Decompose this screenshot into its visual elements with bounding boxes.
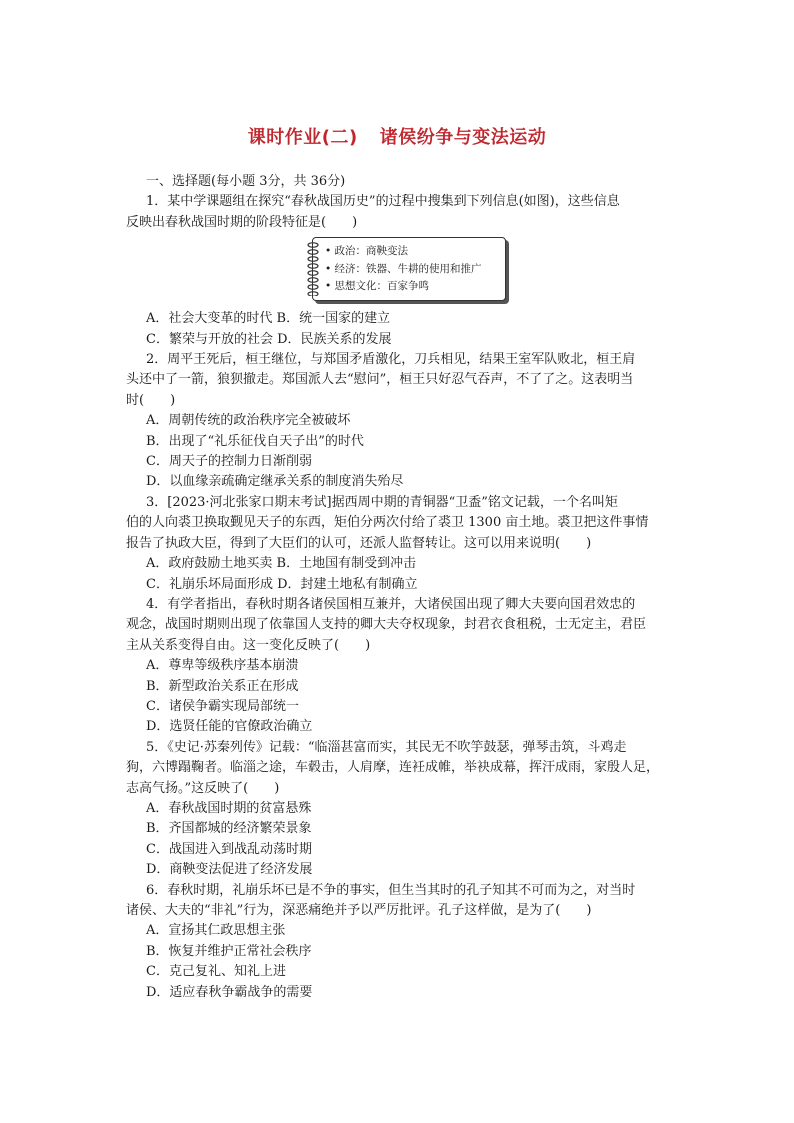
option-b: B．恢复并维护正常社会秩序 xyxy=(146,943,312,959)
section-heading: 一、选择题(每小题 3分，共 36分) xyxy=(146,174,346,189)
option-b: B．新型政治关系正在形成 xyxy=(146,678,299,694)
page-title xyxy=(0,123,794,149)
option-a: A．周朝传统的政治秩序完全被破坏 xyxy=(146,413,351,429)
option-d: D．商鞅变法促进了经济发展 xyxy=(146,862,313,878)
option-b: B．齐国都城的经济繁荣景象 xyxy=(146,821,312,837)
title-sub: 诸侯纷争与变法运动 xyxy=(379,127,547,148)
option-c: C．诸侯争霸实现局部统一 xyxy=(146,698,299,714)
option-line: C．繁荣与开放的社会 D．民族关系的发展 xyxy=(146,331,392,347)
figure-item-politics: • 政治：商鞅变法 xyxy=(325,245,409,258)
question-text: 报告了执政大臣，得到了大臣们的认可，还派人监督转让。这可以用来说明( ) xyxy=(126,535,592,551)
question-text: 1．某中学课题组在探究“春秋战国历史”的过程中搜集到下列信息(如图)，这些信息 xyxy=(146,194,620,210)
option-c: C．战国进入到战乱动荡时期 xyxy=(146,841,312,857)
question-6 xyxy=(126,881,674,1003)
question-3 xyxy=(126,493,674,595)
option-d: D．以血缘亲疏确定继承关系的制度消失殆尽 xyxy=(146,474,404,490)
option-b: B．出现了“礼乐征伐自天子出”的时代 xyxy=(146,433,364,449)
question-2 xyxy=(126,350,674,493)
question-text: 诸侯、大夫的“非礼”行为，深恶痛绝并予以严厉批评。孔子这样做，是为了( ) xyxy=(126,903,592,918)
question-text: 头还中了一箭，狼狈撤走。郑国派人去“慰问”，桓王只好忍气吞声，不了了之。这表明当 xyxy=(126,372,634,388)
question-text: 3．[2023·河北张家口期末考试]据西周中期的青铜器“卫盉”铭文记载，一个名叫矩 xyxy=(146,494,618,510)
question-text: 观念，战国时期则出现了依靠国人支持的卿大夫夺权现象，封君衣食租税，士无定主，君臣 xyxy=(126,617,647,633)
spiral-binding-icon xyxy=(307,242,319,296)
question-text: 时( ) xyxy=(126,392,176,408)
question-text: 伯的人向裘卫换取觐见天子的东西，矩伯分两次付给了裘卫 1300 亩土地。裘卫把这件事情 xyxy=(126,515,649,531)
option-line: A．政府鼓励土地买卖 B．土地国有制受到冲击 xyxy=(146,556,417,572)
figure-item-economy: • 经济：铁器、牛耕的使用和推广 xyxy=(325,262,482,275)
question-1 xyxy=(126,192,674,350)
question-list xyxy=(126,172,674,1003)
question-text: 2．周平王死后，桓王继位，与郑国矛盾激化，刀兵相见，结果王室军队败北，桓王肩 xyxy=(146,352,636,368)
question-text: 反映出春秋战国时期的阶段特征是( ) xyxy=(126,214,358,230)
option-c: C．克己复礼、知礼上进 xyxy=(146,964,286,980)
question-5 xyxy=(126,738,674,881)
option-line: A．社会大变革的时代 B．统一国家的建立 xyxy=(146,311,391,327)
option-a: A．春秋战国时期的贫富悬殊 xyxy=(146,800,312,816)
question-text: 6．春秋时期，礼崩乐坏已是不争的事实，但生当其时的孔子知其不可而为之，对当时 xyxy=(146,882,636,898)
question-text: 4．有学者指出，春秋时期各诸侯国相互兼并，大诸侯国出现了卿大夫要向国君效忠的 xyxy=(146,596,636,612)
option-d: D．选贤任能的官僚政治确立 xyxy=(146,719,313,735)
question-text: 5．《史记·苏秦列传》记载：“临淄甚富而实，其民无不吹竽鼓瑟，弹琴击筑，斗鸡走 xyxy=(146,739,627,755)
question-4 xyxy=(126,595,674,738)
option-a: A．宣扬其仁政思想主张 xyxy=(146,923,286,939)
option-a: A．尊卑等级秩序基本崩溃 xyxy=(146,658,299,674)
option-d: D．适应春秋争霸战争的需要 xyxy=(146,984,313,1000)
option-line: C．礼崩乐坏局面形成 D．封建土地私有制确立 xyxy=(146,576,418,592)
info-figure xyxy=(312,237,506,301)
figure-item-culture: • 思想文化：百家争鸣 xyxy=(325,280,430,293)
question-text: 狗，六博蹋鞠者。临淄之途，车毂击，人肩摩，连衽成帷，举袂成幕，挥汗成雨，家殷人足， xyxy=(126,760,660,776)
question-text: 主从关系变得自由。这一变化反映了( ) xyxy=(126,637,371,653)
title-main: 课时作业(二) xyxy=(247,127,358,148)
question-text: 志高气扬。”这反映了( ) xyxy=(126,780,280,796)
option-c: C．周天子的控制力日渐削弱 xyxy=(146,454,312,470)
